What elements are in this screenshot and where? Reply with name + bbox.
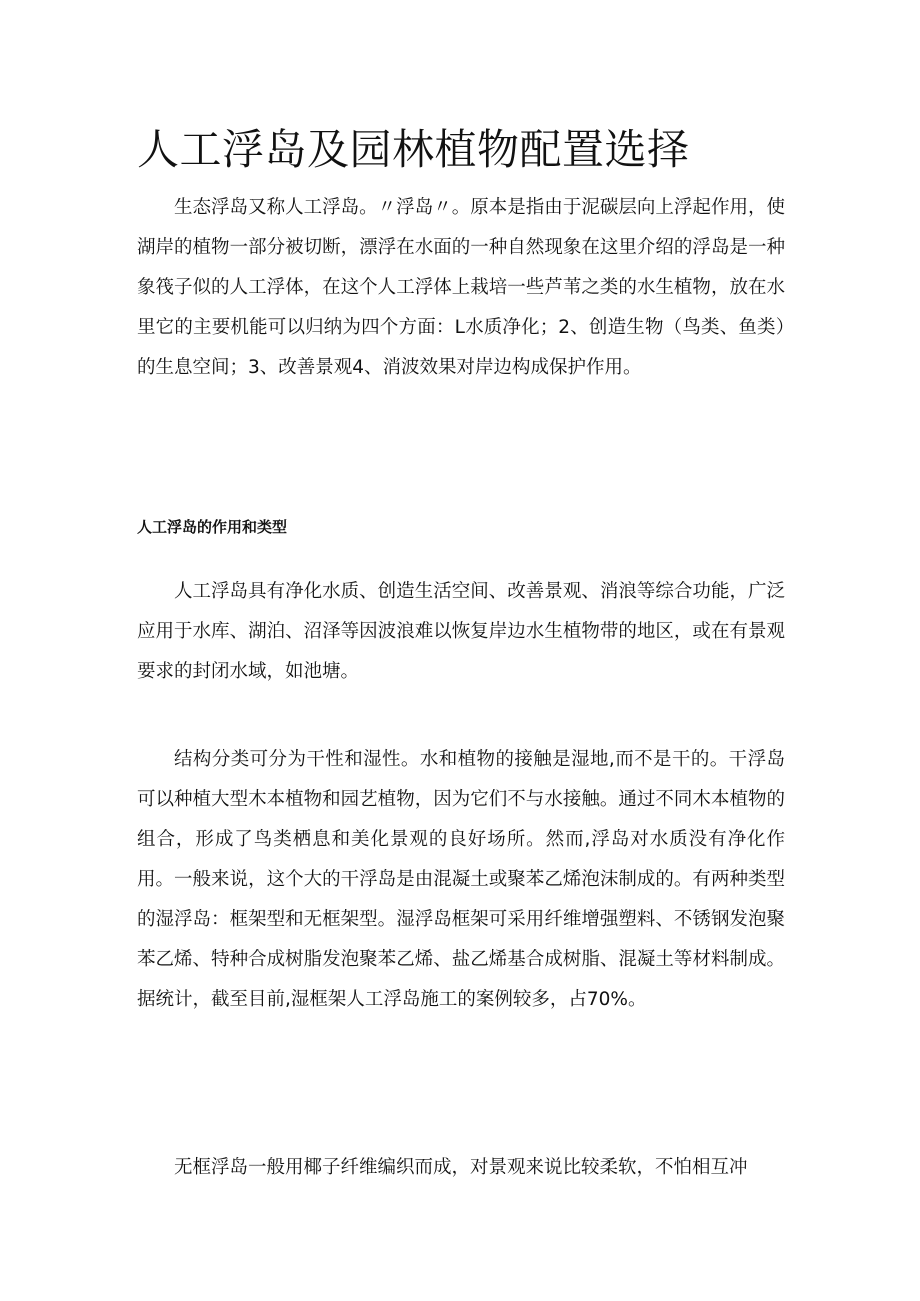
section-heading: 人工浮岛的作用和类型: [137, 518, 288, 536]
structure-paragraph: 结构分类可分为干性和湿性。水和植物的接触是湿地,而不是干的。干浮岛可以种植大型木本植物和园艺植物，因为它们不与水接触。通过不同木本植物的组合，形成了鸟类栖息和美化景观的良好场所。然而,浮岛对水质没有净化作用。一般来说，这个大的干浮岛是由混凝土或聚苯乙烯泡沫制成的。有两种类型的湿浮岛：框架型和无框架型。湿浮岛框架可采用纤维增强塑料、不锈钢发泡聚苯乙烯、特种合成树脂发泡聚苯乙烯、盐乙烯基合成树脂、混凝土等材料制成。据统计，截至目前,湿框架人工浮岛施工的案例较多，占70%。: [137, 749, 785, 1010]
intro-paragraph: 生态浮岛又称人工浮岛。〃浮岛〃。原本是指由于泥碳层向上浮起作用，使湖岸的植物一部分被切断，漂浮在水面的一种自然现象在这里介绍的浮岛是一种象筏子似的人工浮体，在这个人工浮体上栽培一些芦苇之类的水生植物，放在水里它的主要机能可以归纳为四个方面：L水质净化；2、创造生物（鸟类、鱼类）的生息空间；3、改善景观4、消波效果对岸边构成保护作用。: [137, 197, 785, 378]
page-title: 人工浮岛及园林植物配置选择: [137, 125, 690, 174]
frameless-paragraph: 无框浮岛一般用椰子纤维编织而成，对景观来说比较柔软，不怕相互冲: [174, 1157, 748, 1178]
functions-paragraph: 人工浮岛具有净化水质、创造生活空间、改善景观、消浪等综合功能，广泛应用于水库、湖泊、沼泽等因波浪难以恢复岸边水生植物带的地区，或在有景观要求的封闭水域，如池塘。: [137, 581, 785, 682]
